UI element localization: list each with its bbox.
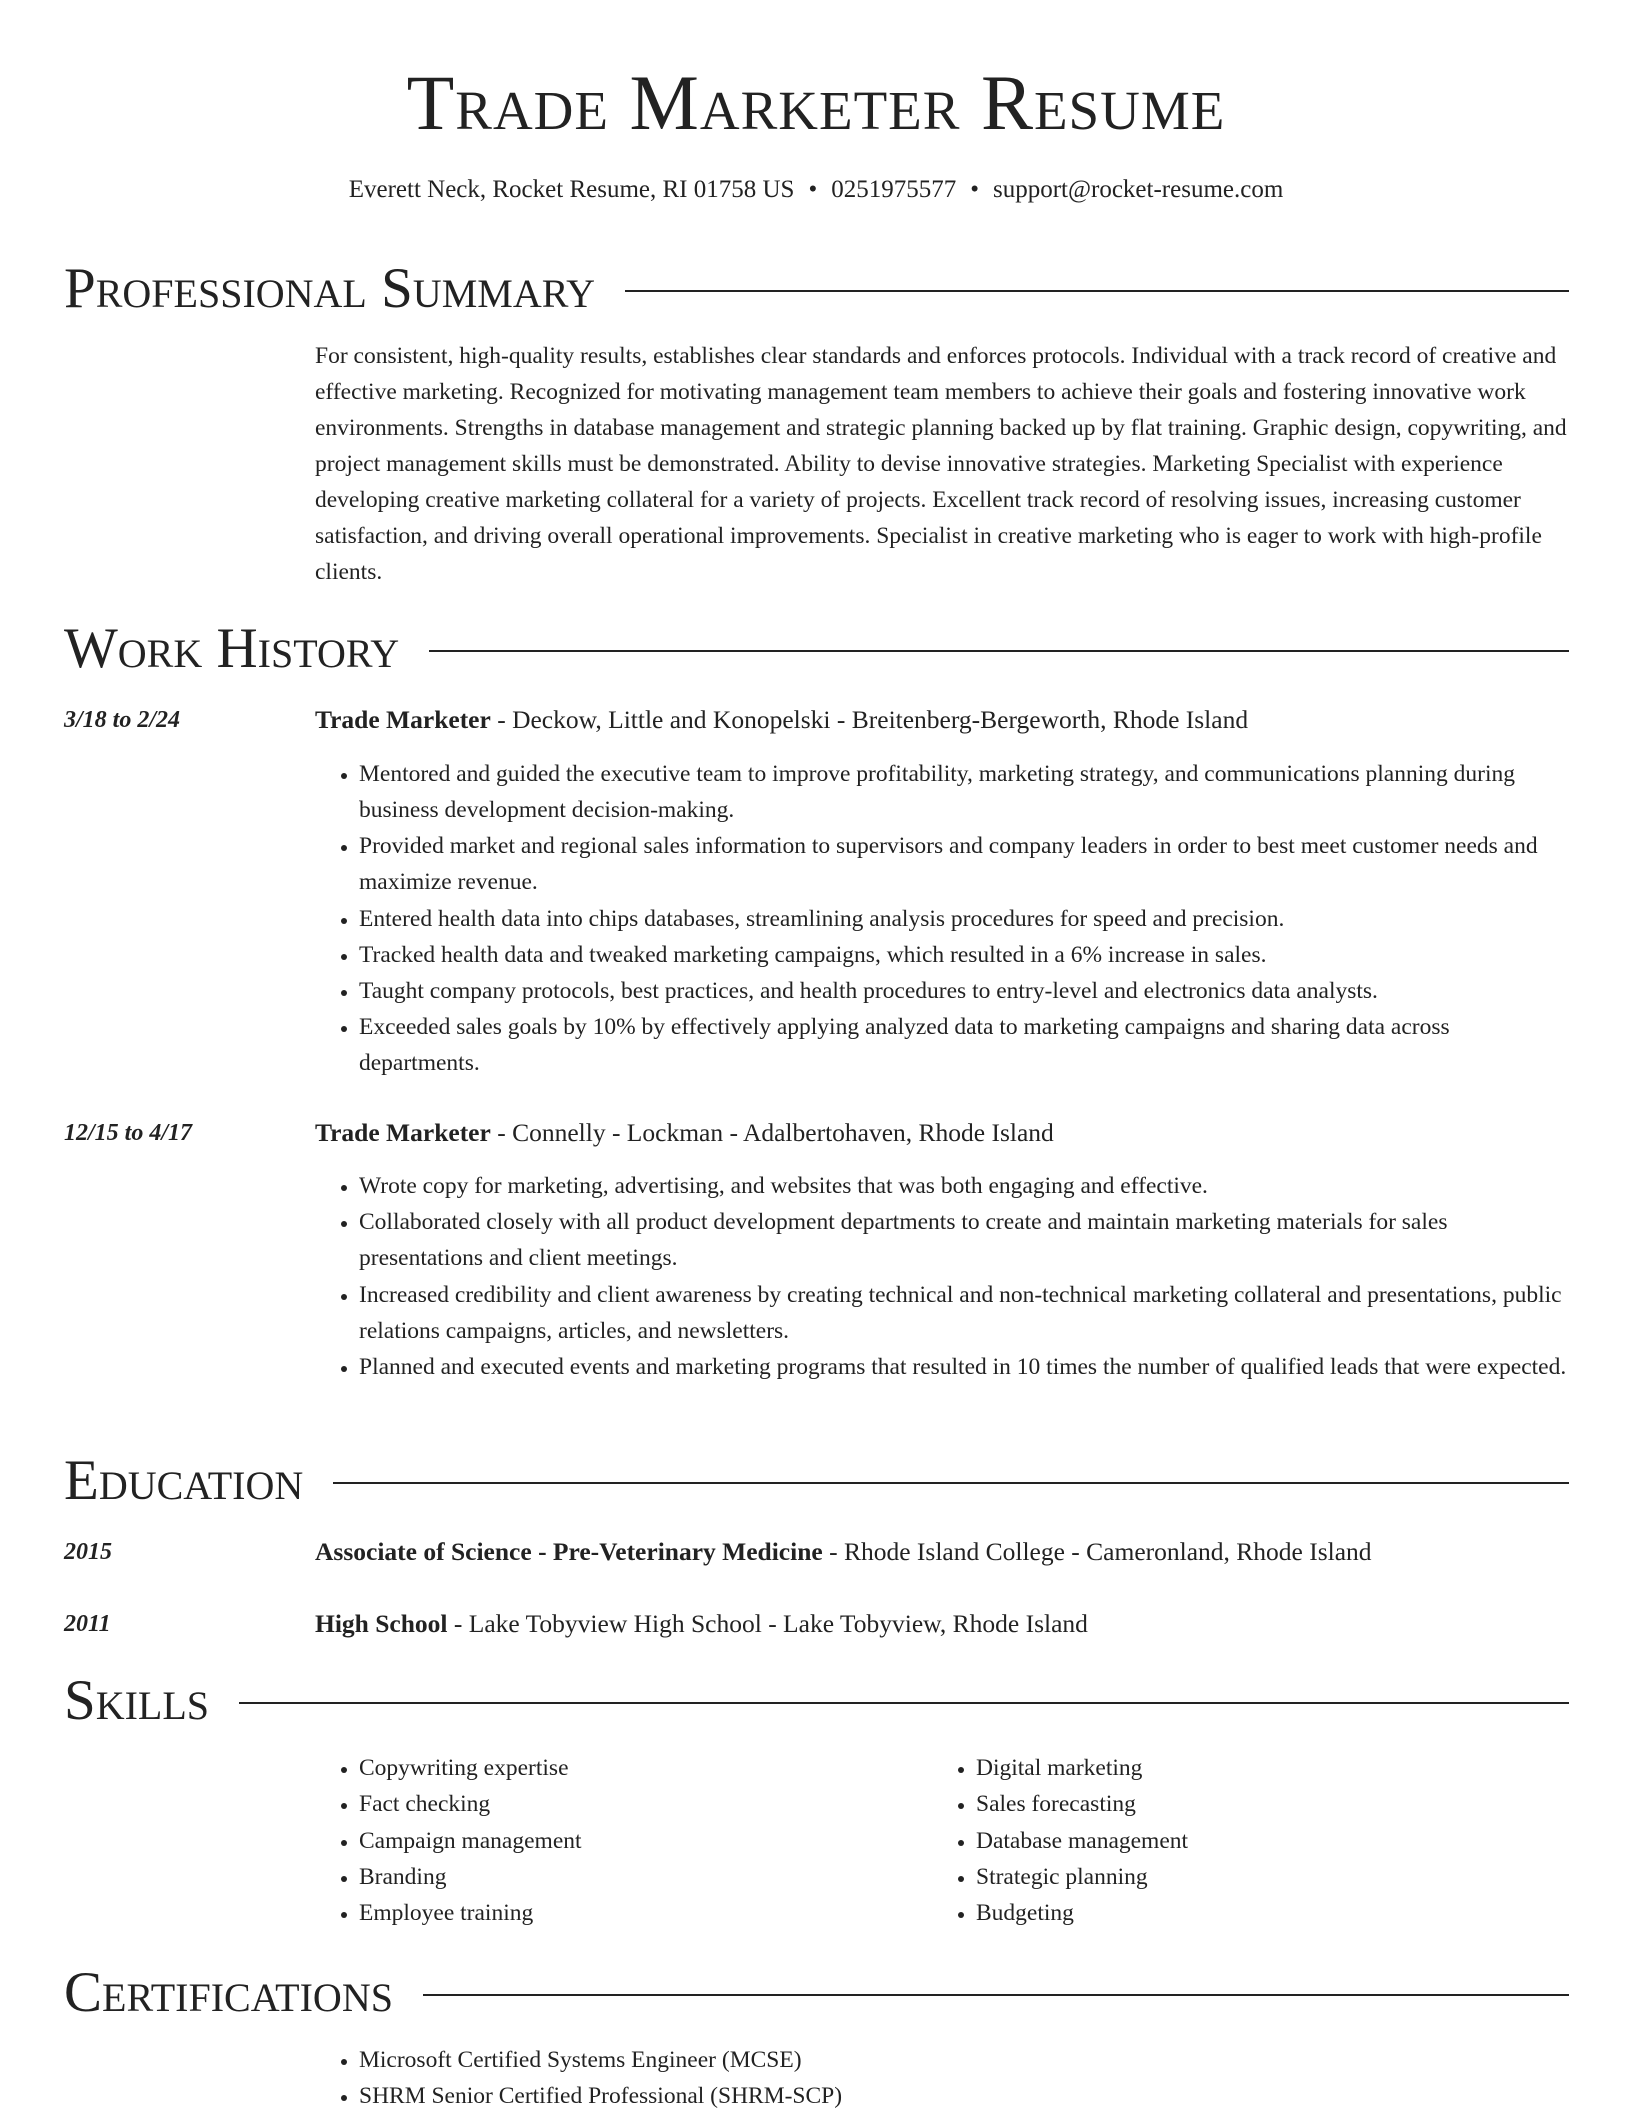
- summary-heading: Professional Summary: [64, 257, 596, 320]
- education-school: - Rhode Island College - Cameronland, Rhode Island: [822, 1537, 1372, 1566]
- skill-item: • Database management: [976, 1823, 1532, 1859]
- job-title: Trade Marketer: [315, 705, 491, 734]
- education-degree: Associate of Science - Pre-Veterinary Medicine: [315, 1537, 823, 1566]
- job-bullet: • Planned and executed events and marketing programs that resulted in 10 times the number of qualified leads that were expected.: [359, 1349, 1570, 1385]
- work-heading: Work History: [64, 617, 400, 680]
- skills-heading: Skills: [64, 1669, 210, 1732]
- certifications-list: [315, 2042, 1570, 2115]
- section-divider: [423, 1994, 1569, 1996]
- contact-address: Everett Neck, Rocket Resume, RI 01758 US: [348, 176, 795, 203]
- contact-separator: •: [970, 176, 979, 203]
- skill-item: • Fact checking: [359, 1786, 915, 1822]
- work-section-header: [64, 614, 1569, 684]
- skills-section-header: [64, 1666, 1569, 1736]
- job-bullet: • Provided market and regional sales information to supervisors and company leaders in order to best meet customer needs and maximize revenue.: [359, 828, 1570, 900]
- job-bullet: • Wrote copy for marketing, advertising, and websites that was both engaging and effective.: [359, 1168, 1570, 1204]
- job-bullet: • Tracked health data and tweaked marketing campaigns, which resulted in a 6% increase in sales.: [359, 937, 1570, 973]
- skill-item: • Branding: [359, 1859, 915, 1895]
- job-bullets: [315, 1168, 1570, 1385]
- section-divider: [429, 650, 1569, 652]
- contact-separator: •: [808, 176, 818, 203]
- job-bullet: • Entered health data into chips databases, streamlining analysis procedures for speed and precision.: [359, 901, 1570, 937]
- job-bullet: • Mentored and guided the executive team to improve profitability, marketing strategy, and communications planning during business development decision-making.: [359, 756, 1570, 828]
- skill-item: • Campaign management: [359, 1823, 915, 1859]
- education-year: 2011: [64, 1611, 111, 1637]
- skills-list-right: [932, 1750, 1532, 1931]
- education-heading: Education: [64, 1449, 304, 1512]
- certifications-section-header: [64, 1958, 1569, 2028]
- job-heading: [315, 702, 1570, 738]
- education-entry: [315, 1606, 1570, 1642]
- job-bullet: • Taught company protocols, best practices, and health procedures to entry-level and electronics data analysts.: [359, 973, 1570, 1009]
- section-divider: [333, 1482, 1569, 1484]
- education-degree: High School: [315, 1609, 448, 1638]
- contact-phone: 0251975577: [831, 176, 957, 203]
- skill-item: • Strategic planning: [976, 1859, 1532, 1895]
- education-school: - Lake Tobyview High School - Lake Tobyview, Rhode Island: [447, 1609, 1088, 1638]
- skill-item: • Digital marketing: [976, 1750, 1532, 1786]
- certification-item: • SHRM Senior Certified Professional (SHRM-SCP): [359, 2078, 1570, 2114]
- skill-item: • Sales forecasting: [976, 1786, 1532, 1822]
- skill-item: • Copywriting expertise: [359, 1750, 915, 1786]
- skill-item: • Budgeting: [976, 1895, 1532, 1931]
- job-heading: [315, 1115, 1570, 1151]
- job-bullet: • Increased credibility and client awareness by creating technical and non-technical marketing collateral and presentations, public relations campaigns, articles, and newsletters.: [359, 1277, 1570, 1349]
- certifications-heading: Certifications: [64, 1961, 393, 2024]
- contact-line: [0, 172, 1632, 208]
- job-bullet: • Collaborated closely with all product development departments to create and maintain marketing materials for sales presentations and client meetings.: [359, 1204, 1570, 1276]
- certification-item: • Microsoft Certified Systems Engineer (MCSE): [359, 2042, 1570, 2078]
- job-employer: - Deckow, Little and Konopelski - Breitenberg-Bergeworth, Rhode Island: [490, 705, 1249, 734]
- summary-text: For consistent, high-quality results, establishes clear standards and enforces protocols. Individual with a track record of creative and effective marketing. Recognized for motivating management team members to achieve their goals and fostering innovative work environments. Strengths in database management and strategic planning backed up by flat training. Graphic design, copywriting, and project management skills must be demonstrated. Ability to devise innovative strategies. Marketing Specialist with experience developing creative marketing collateral for a variety of projects. Excellent track record of resolving issues, increasing customer satisfaction, and driving overall operational improvements. Specialist in creative marketing who is eager to work with high-profile clients.: [315, 343, 1567, 585]
- job-bullet: • Exceeded sales goals by 10% by effectively applying analyzed data to marketing campaigns and sharing data across departments.: [359, 1009, 1570, 1081]
- job-dates: 3/18 to 2/24: [64, 707, 181, 733]
- job-employer: - Connelly - Lockman - Adalbertohaven, Rhode Island: [490, 1118, 1054, 1147]
- section-divider: [625, 290, 1569, 292]
- education-section-header: [64, 1446, 1569, 1516]
- education-entry: [315, 1534, 1570, 1570]
- job-bullets: [315, 756, 1570, 1082]
- resume-title: Trade Marketer Resume: [406, 59, 1226, 146]
- summary-section-header: [64, 254, 1569, 324]
- job-title: Trade Marketer: [315, 1118, 491, 1147]
- job-dates: 12/15 to 4/17: [64, 1120, 193, 1146]
- skill-item: • Employee training: [359, 1895, 915, 1931]
- contact-email: support@rocket-resume.com: [992, 176, 1284, 203]
- section-divider: [239, 1702, 1569, 1704]
- education-year: 2015: [64, 1539, 112, 1565]
- skills-list-left: [315, 1750, 915, 1931]
